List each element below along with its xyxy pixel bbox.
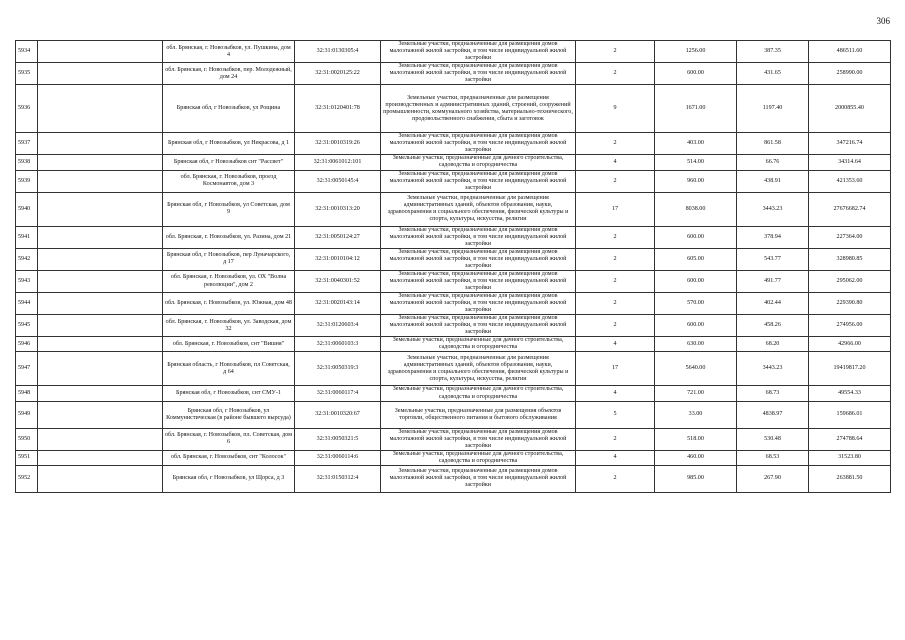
cadastral-number-cell: 32:31:0010320:67 bbox=[295, 401, 381, 428]
use-group-cell: 2 bbox=[576, 248, 655, 270]
row-number: 5940 bbox=[16, 192, 38, 226]
address-cell: обл. Брянская, г. Новозыбков, ул. ОХ "Волна революции", дом 2 bbox=[163, 270, 295, 292]
table-row bbox=[16, 315, 891, 337]
land-use-cell: Земельные участки, предназначенные для размещения домов малоэтажной жилой застройки, в том числе индивидуальной жилой застройки bbox=[381, 293, 576, 315]
use-group-cell: 17 bbox=[576, 192, 655, 226]
area-cell: 1671.00 bbox=[655, 85, 737, 133]
address-cell: Брянская область, г Новозыбков, пл Советская, д 64 bbox=[163, 352, 295, 386]
area-cell: 514.00 bbox=[655, 155, 737, 170]
table-row bbox=[16, 155, 891, 170]
land-use-cell: Земельные участки, предназначенные для размещения домов малоэтажной жилой застройки, в том числе индивидуальной жилой застройки bbox=[381, 226, 576, 248]
address-cell: Брянская обл, г Новозыбков, снт СМУ-1 bbox=[163, 386, 295, 401]
row-number: 5942 bbox=[16, 248, 38, 270]
specific-value-cell: 387.35 bbox=[737, 41, 809, 63]
cadastral-value-cell: 328980.85 bbox=[809, 248, 891, 270]
cadastral-number-cell: 32:31:0120603:4 bbox=[295, 315, 381, 337]
area-cell: 5640.00 bbox=[655, 352, 737, 386]
area-cell: 600.00 bbox=[655, 315, 737, 337]
specific-value-cell: 68.73 bbox=[737, 386, 809, 401]
specific-value-cell: 68.53 bbox=[737, 450, 809, 465]
use-group-cell: 17 bbox=[576, 352, 655, 386]
cadastral-value-cell: 31523.80 bbox=[809, 450, 891, 465]
land-use-cell: Земельные участки, предназначенные для размещения административных зданий, объектов образования, науки, здравоохранения и социального обеспечения, физической культуры и спорта, культуры, искусства, религии bbox=[381, 192, 576, 226]
cadastral-value-cell: 274788.64 bbox=[809, 428, 891, 450]
spacer-cell bbox=[38, 465, 163, 492]
address-cell: обл. Брянская, г. Новозыбков, пер. Молодежный, дом 24 bbox=[163, 63, 295, 85]
table-row bbox=[16, 170, 891, 192]
cadastral-number-cell: 32:31:0060103:3 bbox=[295, 337, 381, 352]
use-group-cell: 4 bbox=[576, 337, 655, 352]
cadastral-value-cell: 263881.50 bbox=[809, 465, 891, 492]
land-use-cell: Земельные участки, предназначенные для размещения домов малоэтажной жилой застройки, в том числе индивидуальной жилой застройки bbox=[381, 170, 576, 192]
area-cell: 985.00 bbox=[655, 465, 737, 492]
row-number: 5934 bbox=[16, 41, 38, 63]
address-cell: обл. Брянская, г. Новозыбков, ул. Южная, дом 48 bbox=[163, 293, 295, 315]
specific-value-cell: 66.76 bbox=[737, 155, 809, 170]
land-use-cell: Земельные участки, предназначенные для размещения объектов торговли, общественного питания и бытового обслуживания bbox=[381, 401, 576, 428]
area-cell: 605.00 bbox=[655, 248, 737, 270]
use-group-cell: 2 bbox=[576, 428, 655, 450]
cadastral-number-cell: 32:31:0050124:27 bbox=[295, 226, 381, 248]
use-group-cell: 2 bbox=[576, 293, 655, 315]
table-row bbox=[16, 401, 891, 428]
table-body bbox=[16, 41, 891, 493]
area-cell: 518.00 bbox=[655, 428, 737, 450]
spacer-cell bbox=[38, 270, 163, 292]
cadastral-number-cell: 32:31:0050321:5 bbox=[295, 428, 381, 450]
area-cell: 600.00 bbox=[655, 63, 737, 85]
spacer-cell bbox=[38, 192, 163, 226]
cadastral-number-cell: 32:31:0010313:20 bbox=[295, 192, 381, 226]
row-number: 5937 bbox=[16, 133, 38, 155]
cadastral-number-cell: 32:31:0060117:4 bbox=[295, 386, 381, 401]
spacer-cell bbox=[38, 401, 163, 428]
row-number: 5948 bbox=[16, 386, 38, 401]
table-row bbox=[16, 41, 891, 63]
row-number: 5941 bbox=[16, 226, 38, 248]
cadastral-number-cell: 32:31:0060114:6 bbox=[295, 450, 381, 465]
table-row bbox=[16, 352, 891, 386]
cadastral-number-cell: 32:31:0010104:12 bbox=[295, 248, 381, 270]
area-cell: 1256.00 bbox=[655, 41, 737, 63]
cadastral-value-cell: 34314.64 bbox=[809, 155, 891, 170]
use-group-cell: 9 bbox=[576, 85, 655, 133]
cadastral-value-cell: 486511.60 bbox=[809, 41, 891, 63]
spacer-cell bbox=[38, 41, 163, 63]
use-group-cell: 5 bbox=[576, 401, 655, 428]
row-number: 5952 bbox=[16, 465, 38, 492]
specific-value-cell: 4838.97 bbox=[737, 401, 809, 428]
cadastral-number-cell: 32:31:0130305:4 bbox=[295, 41, 381, 63]
spacer-cell bbox=[38, 450, 163, 465]
spacer-cell bbox=[38, 293, 163, 315]
row-number: 5946 bbox=[16, 337, 38, 352]
row-number: 5949 bbox=[16, 401, 38, 428]
address-cell: обл. Брянская, г. Новозыбков, пл. Советская, дом 6 bbox=[163, 428, 295, 450]
row-number: 5947 bbox=[16, 352, 38, 386]
area-cell: 570.00 bbox=[655, 293, 737, 315]
land-use-cell: Земельные участки, предназначенные для дачного строительства, садоводства и огородничества bbox=[381, 155, 576, 170]
area-cell: 721.00 bbox=[655, 386, 737, 401]
specific-value-cell: 861.58 bbox=[737, 133, 809, 155]
land-use-cell: Земельные участки, предназначенные для размещения домов малоэтажной жилой застройки, в том числе индивидуальной жилой застройки bbox=[381, 465, 576, 492]
table-row bbox=[16, 248, 891, 270]
specific-value-cell: 530.48 bbox=[737, 428, 809, 450]
use-group-cell: 2 bbox=[576, 133, 655, 155]
use-group-cell: 2 bbox=[576, 315, 655, 337]
table-row bbox=[16, 337, 891, 352]
table-row bbox=[16, 85, 891, 133]
specific-value-cell: 68.20 bbox=[737, 337, 809, 352]
spacer-cell bbox=[38, 352, 163, 386]
spacer-cell bbox=[38, 85, 163, 133]
use-group-cell: 2 bbox=[576, 465, 655, 492]
specific-value-cell: 491.77 bbox=[737, 270, 809, 292]
land-use-cell: Земельные участки, предназначенные для дачного строительства, садоводства и огородничества bbox=[381, 386, 576, 401]
spacer-cell bbox=[38, 226, 163, 248]
spacer-cell bbox=[38, 63, 163, 85]
table-row bbox=[16, 386, 891, 401]
use-group-cell: 2 bbox=[576, 226, 655, 248]
address-cell: обл. Брянская, г. Новозыбков, ул. Заводская, дом 32 bbox=[163, 315, 295, 337]
page-number: 306 bbox=[876, 16, 890, 26]
area-cell: 630.00 bbox=[655, 337, 737, 352]
cadastral-number-cell: 32:31:0010319:26 bbox=[295, 133, 381, 155]
specific-value-cell: 267.90 bbox=[737, 465, 809, 492]
specific-value-cell: 3443.23 bbox=[737, 192, 809, 226]
use-group-cell: 2 bbox=[576, 270, 655, 292]
cadastral-value-cell: 27676682.74 bbox=[809, 192, 891, 226]
land-use-cell: Земельные участки, предназначенные для размещения домов малоэтажной жилой застройки, в том числе индивидуальной жилой застройки bbox=[381, 315, 576, 337]
spacer-cell bbox=[38, 315, 163, 337]
table-row bbox=[16, 450, 891, 465]
row-number: 5936 bbox=[16, 85, 38, 133]
spacer-cell bbox=[38, 337, 163, 352]
spacer-cell bbox=[38, 133, 163, 155]
row-number: 5938 bbox=[16, 155, 38, 170]
land-parcel-table bbox=[15, 40, 891, 493]
land-use-cell: Земельные участки, предназначенные для размещения домов малоэтажной жилой застройки, в том числе индивидуальной жилой застройки bbox=[381, 63, 576, 85]
row-number: 5945 bbox=[16, 315, 38, 337]
row-number: 5951 bbox=[16, 450, 38, 465]
specific-value-cell: 458.26 bbox=[737, 315, 809, 337]
row-number: 5939 bbox=[16, 170, 38, 192]
use-group-cell: 4 bbox=[576, 386, 655, 401]
address-cell: Брянская обл, г Новозыбков, пер Луначарского, д 17 bbox=[163, 248, 295, 270]
land-use-cell: Земельные участки, предназначенные для размещения административных зданий, объектов образования, науки, здравоохранения и социального обеспечения, физической культуры и спорта, культуры, искусства, религии bbox=[381, 352, 576, 386]
cadastral-value-cell: 42966.00 bbox=[809, 337, 891, 352]
address-cell: обл. Брянская, г. Новозыбков, ул. Разина, дом 21 bbox=[163, 226, 295, 248]
specific-value-cell: 3443.23 bbox=[737, 352, 809, 386]
cadastral-number-cell: 32:31:0040301:52 bbox=[295, 270, 381, 292]
cadastral-number-cell: 32:31:0020143:14 bbox=[295, 293, 381, 315]
address-cell: Брянская обл, г Новозыбков, ул Щорса, д 3 bbox=[163, 465, 295, 492]
cadastral-value-cell: 159686.01 bbox=[809, 401, 891, 428]
address-cell: обл. Брянская, г. Новозыбков, проезд Космонавтов, дом 3 bbox=[163, 170, 295, 192]
address-cell: обл. Брянская, г. Новозыбков, ул. Пушкина, дом 4 bbox=[163, 41, 295, 63]
land-use-cell: Земельные участки, предназначенные для дачного строительства, садоводства и огородничества bbox=[381, 450, 576, 465]
table-row bbox=[16, 270, 891, 292]
spacer-cell bbox=[38, 428, 163, 450]
area-cell: 403.00 bbox=[655, 133, 737, 155]
cadastral-value-cell: 229390.80 bbox=[809, 293, 891, 315]
spacer-cell bbox=[38, 170, 163, 192]
use-group-cell: 2 bbox=[576, 170, 655, 192]
row-number: 5943 bbox=[16, 270, 38, 292]
table-row bbox=[16, 293, 891, 315]
land-use-cell: Земельные участки, предназначенные для размещения домов малоэтажной жилой застройки, в том числе индивидуальной жилой застройки bbox=[381, 428, 576, 450]
specific-value-cell: 431.65 bbox=[737, 63, 809, 85]
address-cell: обл. Брянская, г. Новозыбков, снт "Вишня" bbox=[163, 337, 295, 352]
cadastral-value-cell: 19419817.20 bbox=[809, 352, 891, 386]
specific-value-cell: 378.94 bbox=[737, 226, 809, 248]
address-cell: обл. Брянская, г. Новозыбков, снт "Колосок" bbox=[163, 450, 295, 465]
land-use-cell: Земельные участки, предназначенные для дачного строительства, садоводства и огородничества bbox=[381, 337, 576, 352]
specific-value-cell: 402.44 bbox=[737, 293, 809, 315]
table-row bbox=[16, 133, 891, 155]
table-row bbox=[16, 428, 891, 450]
cadastral-number-cell: 32:31:0020125:22 bbox=[295, 63, 381, 85]
address-cell: Брянская обл, г Новозыбков, ул Советская, дом 9 bbox=[163, 192, 295, 226]
cadastral-value-cell: 2000855.40 bbox=[809, 85, 891, 133]
cadastral-value-cell: 49554.33 bbox=[809, 386, 891, 401]
cadastral-number-cell: 32:31:0050145:4 bbox=[295, 170, 381, 192]
cadastral-number-cell: 32:31:0120401:78 bbox=[295, 85, 381, 133]
area-cell: 600.00 bbox=[655, 226, 737, 248]
row-number: 5950 bbox=[16, 428, 38, 450]
area-cell: 600.00 bbox=[655, 270, 737, 292]
row-number: 5935 bbox=[16, 63, 38, 85]
cadastral-number-cell: 32:31:0050319:3 bbox=[295, 352, 381, 386]
cadastral-value-cell: 421353.60 bbox=[809, 170, 891, 192]
spacer-cell bbox=[38, 386, 163, 401]
table-row bbox=[16, 465, 891, 492]
table-row bbox=[16, 226, 891, 248]
area-cell: 33.00 bbox=[655, 401, 737, 428]
land-use-cell: Земельные участки, предназначенные для размещения производственных и административных зданий, строений, сооружений промышленности, коммунального хозяйства, материально-технического, продовольственного снабжения, сбыта и заготовок bbox=[381, 85, 576, 133]
land-use-cell: Земельные участки, предназначенные для размещения домов малоэтажной жилой застройки, в том числе индивидуальной жилой застройки bbox=[381, 41, 576, 63]
address-cell: Брянская обл, г Новозыбков, ул Рощина bbox=[163, 85, 295, 133]
cadastral-number-cell: 32:31:0150312:4 bbox=[295, 465, 381, 492]
cadastral-value-cell: 295062.00 bbox=[809, 270, 891, 292]
use-group-cell: 4 bbox=[576, 450, 655, 465]
land-use-cell: Земельные участки, предназначенные для размещения домов малоэтажной жилой застройки, в том числе индивидуальной жилой застройки bbox=[381, 248, 576, 270]
cadastral-value-cell: 347216.74 bbox=[809, 133, 891, 155]
use-group-cell: 4 bbox=[576, 155, 655, 170]
row-number: 5944 bbox=[16, 293, 38, 315]
spacer-cell bbox=[38, 248, 163, 270]
table-row bbox=[16, 192, 891, 226]
specific-value-cell: 1197.40 bbox=[737, 85, 809, 133]
area-cell: 460.00 bbox=[655, 450, 737, 465]
spacer-cell bbox=[38, 155, 163, 170]
address-cell: Брянская обл, г Новозыбков, ул Некрасова, д 1 bbox=[163, 133, 295, 155]
cadastral-number-cell: 32:31:0061012:101 bbox=[295, 155, 381, 170]
area-cell: 960.00 bbox=[655, 170, 737, 192]
cadastral-value-cell: 258990.00 bbox=[809, 63, 891, 85]
area-cell: 8038.00 bbox=[655, 192, 737, 226]
use-group-cell: 2 bbox=[576, 63, 655, 85]
address-cell: Брянская обл, г Новозыбков, ул Коммунистическая (в районе бывшего вырсуда) bbox=[163, 401, 295, 428]
cadastral-value-cell: 227364.00 bbox=[809, 226, 891, 248]
address-cell: Брянская обл, г Новозыбков снт "Рассвет" bbox=[163, 155, 295, 170]
land-use-cell: Земельные участки, предназначенные для размещения домов малоэтажной жилой застройки, в том числе индивидуальной жилой застройки bbox=[381, 270, 576, 292]
specific-value-cell: 543.77 bbox=[737, 248, 809, 270]
specific-value-cell: 438.91 bbox=[737, 170, 809, 192]
cadastral-value-cell: 274956.00 bbox=[809, 315, 891, 337]
land-use-cell: Земельные участки, предназначенные для размещения домов малоэтажной жилой застройки, в том числе индивидуальной жилой застройки bbox=[381, 133, 576, 155]
table-row bbox=[16, 63, 891, 85]
use-group-cell: 2 bbox=[576, 41, 655, 63]
